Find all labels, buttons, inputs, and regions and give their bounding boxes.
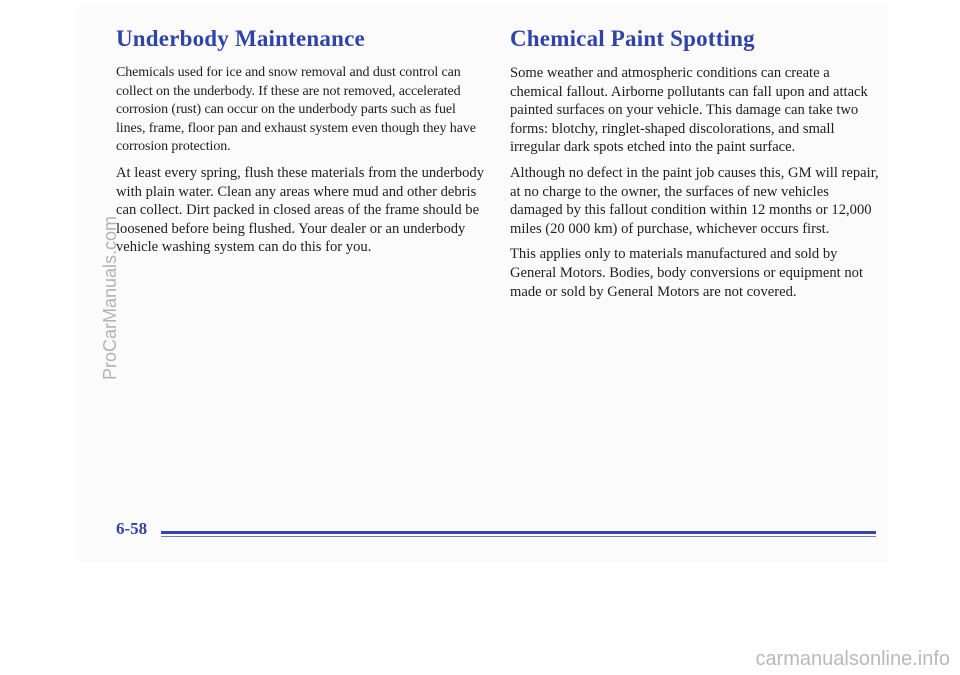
underbody-maintenance-section	[116, 26, 486, 264]
paragraph: Chemicals used for ice and snow removal and dust control can collect on the underbody. If these are not removed, accelerated corrosion (rust) can occur on the underbody parts such as fuel lines, frame, floor pan and exhaust system even though they have corrosion protection.	[116, 65, 476, 155]
section-heading: Chemical Paint Spotting	[510, 26, 755, 51]
footer-rule-thin	[161, 536, 876, 537]
chemical-paint-spotting-section	[510, 26, 885, 308]
paragraph: Some weather and atmospheric conditions can create a chemical fallout. Airborne pollutants can fall upon and attack painted surfaces on your vehicle. This damage can take two forms: blotchy, ringlet-shaped discolorations, and small irregular dark spots etched into the paint surface.	[510, 65, 868, 156]
section-heading: Underbody Maintenance	[116, 26, 365, 51]
paragraph: This applies only to materials manufactured and sold by General Motors. Bodies, body conversions or equipment not made or sold by General Motors are not covered.	[510, 246, 864, 300]
footer-rule	[161, 531, 876, 534]
side-watermark: ProCarManuals.com	[100, 215, 120, 380]
paragraph: Although no defect in the paint job causes this, GM will repair, at no charge to the owner, the surfaces of new vehicles damaged by this fallout condition within 12 months or 12,000 miles (20 000 km) of purchase, whichever occurs first.	[510, 164, 879, 237]
page-number: 6-58	[116, 519, 148, 538]
bottom-watermark[interactable]: carmanualsonline.info	[755, 648, 950, 670]
paragraph: At least every spring, flush these materials from the underbody with plain water. Clean any areas where mud and other debris can collect. Dirt packed in closed areas of the frame should be loosened before being flushed. Your dealer or an underbody vehicle washing system can do this for you.	[116, 164, 484, 256]
